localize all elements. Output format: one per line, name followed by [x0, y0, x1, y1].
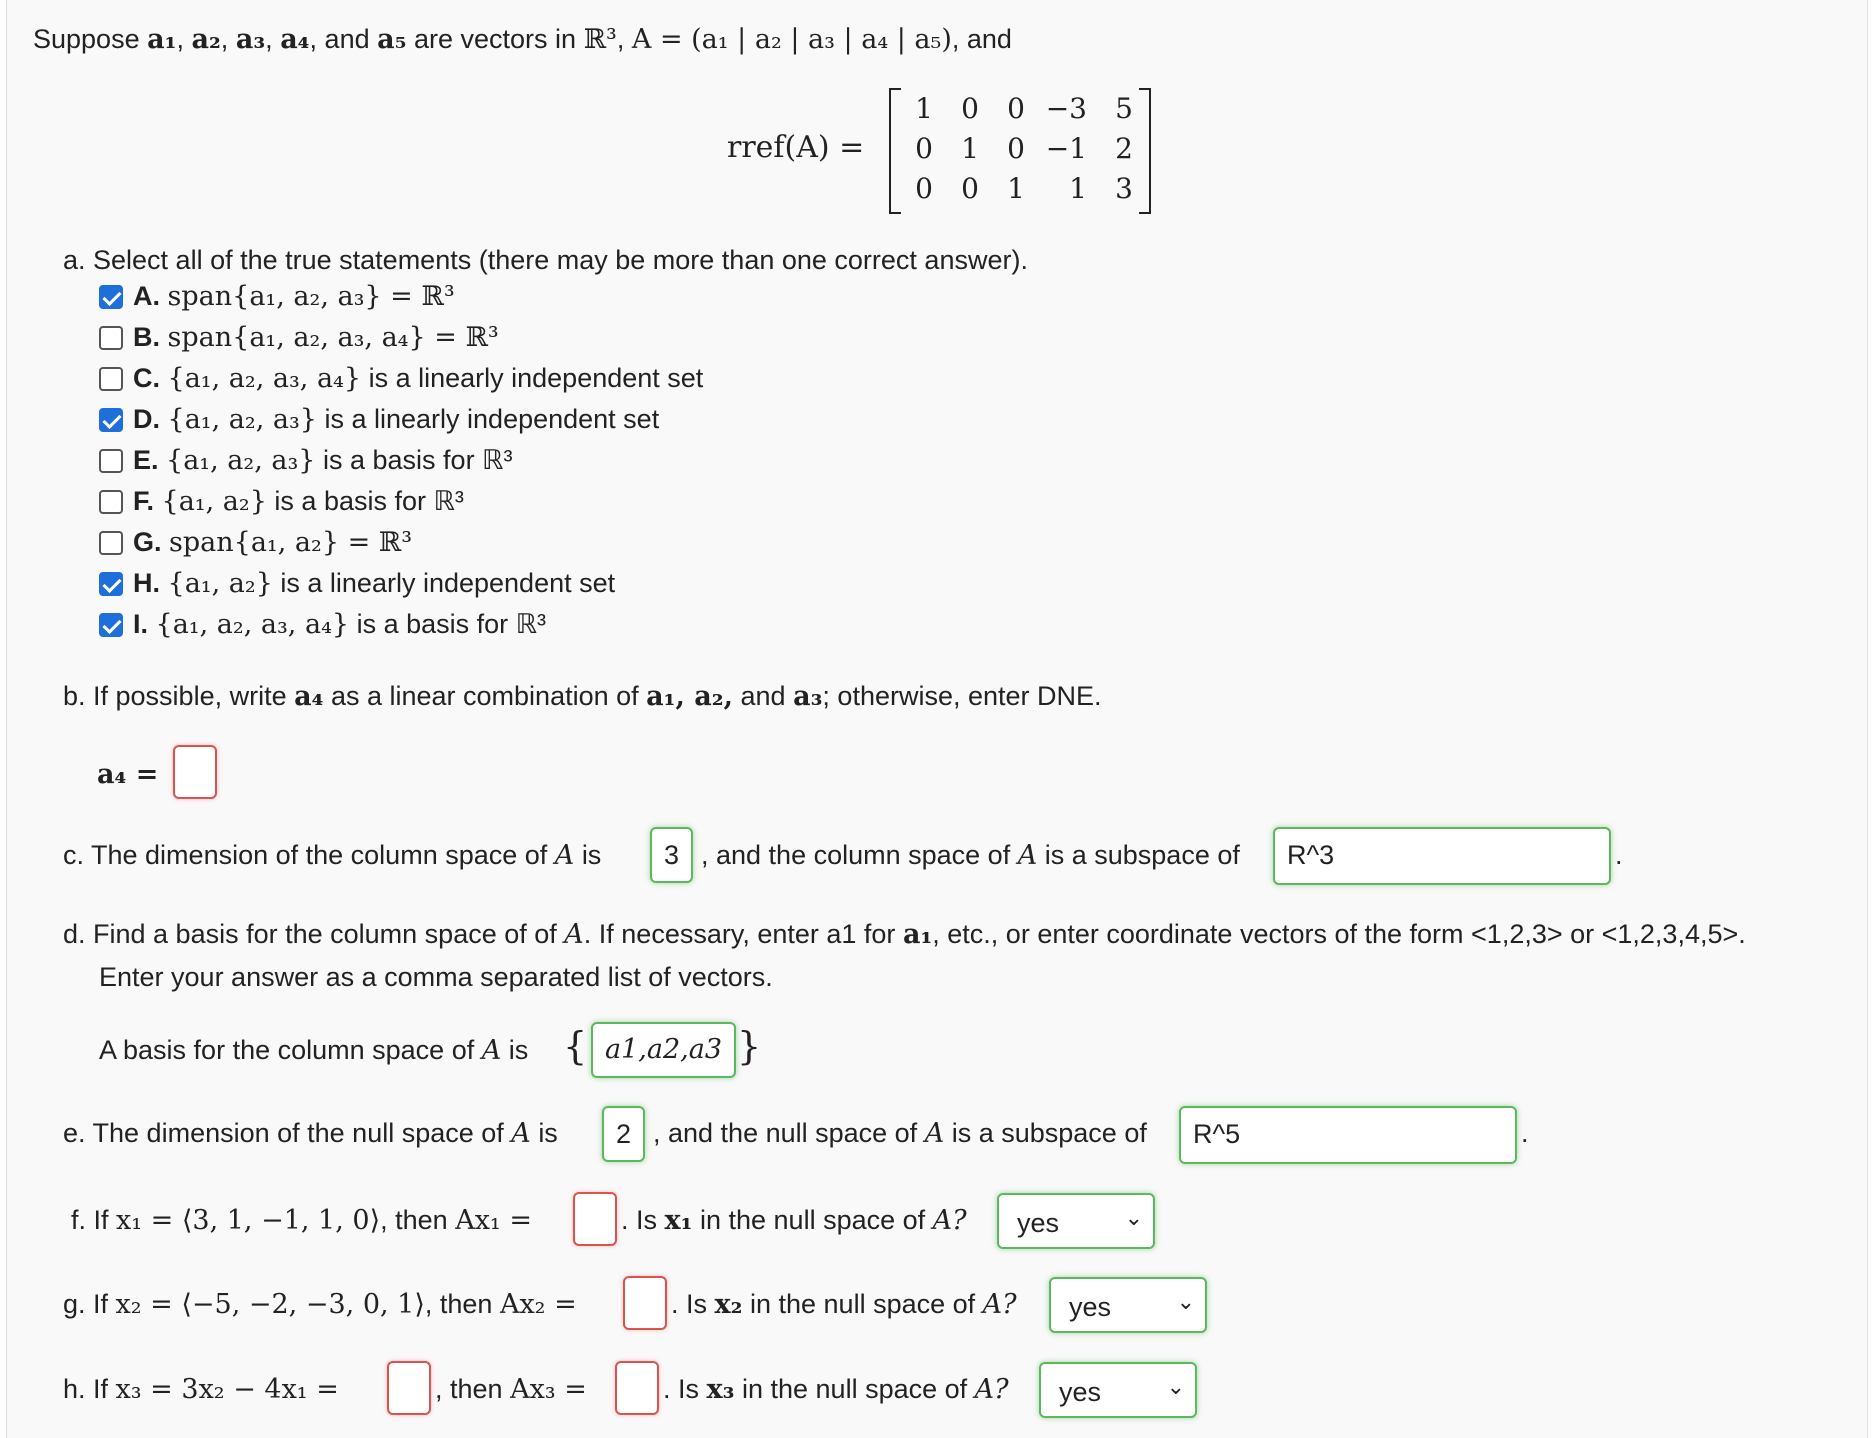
basis-label: A basis for the column space of A is: [99, 1035, 529, 1066]
checkbox-i[interactable]: [99, 613, 123, 637]
close-brace: }: [737, 1024, 762, 1068]
matrix-cell: 3: [1115, 171, 1133, 205]
x1-null-space-select[interactable]: yes ⌄: [997, 1193, 1155, 1249]
matrix-table: [901, 88, 1141, 208]
part-h-then: , then Ax₃ =: [435, 1374, 587, 1405]
matrix-cell: 0: [915, 131, 933, 165]
matrix-left-bracket: [889, 88, 901, 214]
column-space-basis-input[interactable]: a1,a2,a3: [591, 1022, 736, 1078]
part-d-line-2: Enter your answer as a comma separated list of vectors.: [99, 962, 773, 992]
part-e-period: .: [1521, 1118, 1529, 1148]
null-space-dimension-input[interactable]: 2: [602, 1106, 645, 1162]
option-h: H. {a₁, a₂} is a linearly independent set: [133, 568, 616, 599]
option-b: B. span{a₁, a₂, a₃, a₄} = ℝ³: [133, 322, 499, 353]
column-space-subspace-input[interactable]: R^3: [1273, 827, 1611, 885]
checkbox-e[interactable]: [99, 449, 123, 473]
matrix-cell: 1: [1007, 171, 1025, 205]
matrix-cell: 1: [961, 131, 979, 165]
part-h-question: . Is x₃ in the null space of A?: [663, 1374, 1009, 1405]
x2-null-space-select[interactable]: yes ⌄: [1049, 1277, 1207, 1333]
checkbox-c[interactable]: [99, 367, 123, 391]
rref-matrix: [889, 86, 1151, 212]
a4-answer-input[interactable]: [173, 745, 217, 799]
option-a: A. span{a₁, a₂, a₃} = ℝ³: [133, 281, 455, 312]
option-i: I. {a₁, a₂, a₃, a₄} is a basis for ℝ³: [133, 609, 547, 640]
checkbox-d[interactable]: [99, 408, 123, 432]
option-g: G. span{a₁, a₂} = ℝ³: [133, 527, 413, 558]
x3-answer-input[interactable]: [387, 1361, 431, 1415]
a4-label: a₄ =: [97, 759, 159, 790]
problem-panel: [6, 0, 1868, 1438]
part-d-line-1: d. Find a basis for the column space of of A. If necessary, enter a1 for a₁, etc., or enter coordinate vectors of the form <1,2,3> or <1,2,3,4,5>.: [63, 919, 1746, 950]
part-g-question: . Is x₂ in the null space of A?: [671, 1289, 1017, 1320]
chevron-down-icon: ⌄: [1176, 1289, 1195, 1314]
ax1-answer-input[interactable]: [573, 1192, 617, 1246]
part-c-text-1: c. The dimension of the column space of A is: [63, 840, 602, 871]
rref-label: rref(A) =: [727, 130, 865, 165]
checkbox-g[interactable]: [99, 531, 123, 555]
matrix-cell: −1: [1045, 131, 1087, 165]
x3-null-space-select[interactable]: yes ⌄: [1039, 1362, 1197, 1418]
matrix-cell: 1: [915, 91, 933, 125]
matrix-right-bracket: [1139, 88, 1151, 214]
option-d: D. {a₁, a₂, a₃} is a linearly independent set: [133, 404, 660, 435]
part-f-text: f. If x₁ = ⟨3, 1, −1, 1, 0⟩, then Ax₁ =: [71, 1205, 532, 1236]
matrix-cell: 0: [961, 91, 979, 125]
matrix-cell: 0: [1007, 91, 1025, 125]
matrix-cell: 0: [915, 171, 933, 205]
matrix-cell: 2: [1115, 131, 1133, 165]
checkbox-f[interactable]: [99, 490, 123, 514]
option-c: C. {a₁, a₂, a₃, a₄} is a linearly independent set: [133, 363, 704, 394]
ax2-answer-input[interactable]: [623, 1276, 667, 1330]
part-f-question: . Is x₁ in the null space of A?: [621, 1205, 967, 1236]
part-c-period: .: [1615, 840, 1623, 870]
chevron-down-icon: ⌄: [1166, 1374, 1185, 1399]
part-h-text: h. If x₃ = 3x₂ − 4x₁ =: [63, 1374, 339, 1405]
checkbox-b[interactable]: [99, 326, 123, 350]
part-c-text-2: , and the column space of A is a subspace of: [701, 840, 1240, 871]
ax3-answer-input[interactable]: [615, 1361, 659, 1415]
matrix-cell: 0: [1007, 131, 1025, 165]
part-e-text-2: , and the null space of A is a subspace of: [653, 1118, 1147, 1149]
part-e-text-1: e. The dimension of the null space of A is: [63, 1118, 558, 1149]
checkbox-a[interactable]: [99, 285, 123, 309]
matrix-cell: 1: [1069, 171, 1087, 205]
null-space-subspace-input[interactable]: R^5: [1179, 1106, 1517, 1164]
checkbox-h[interactable]: [99, 572, 123, 596]
matrix-cell: 5: [1115, 91, 1133, 125]
part-g-text: g. If x₂ = ⟨−5, −2, −3, 0, 1⟩, then Ax₂ =: [63, 1289, 577, 1320]
intro-line: Suppose a₁, a₂, a₃, a₄, and a₅ are vectors in ℝ³, A = (a₁ | a₂ | a₃ | a₄ | a₅), and: [33, 24, 1012, 55]
chevron-down-icon: ⌄: [1124, 1205, 1143, 1230]
open-brace: {: [563, 1024, 588, 1068]
column-space-dimension-input[interactable]: 3: [650, 827, 693, 883]
option-e: E. {a₁, a₂, a₃} is a basis for ℝ³: [133, 445, 513, 476]
option-f: F. {a₁, a₂} is a basis for ℝ³: [133, 486, 464, 517]
part-b-prompt: b. If possible, write a₄ as a linear combination of a₁, a₂, and a₃; otherwise, enter DNE.: [63, 681, 1102, 712]
matrix-cell: −3: [1045, 91, 1087, 125]
matrix-cell: 0: [961, 171, 979, 205]
part-a-prompt: a. Select all of the true statements (there may be more than one correct answer).: [63, 245, 1028, 275]
